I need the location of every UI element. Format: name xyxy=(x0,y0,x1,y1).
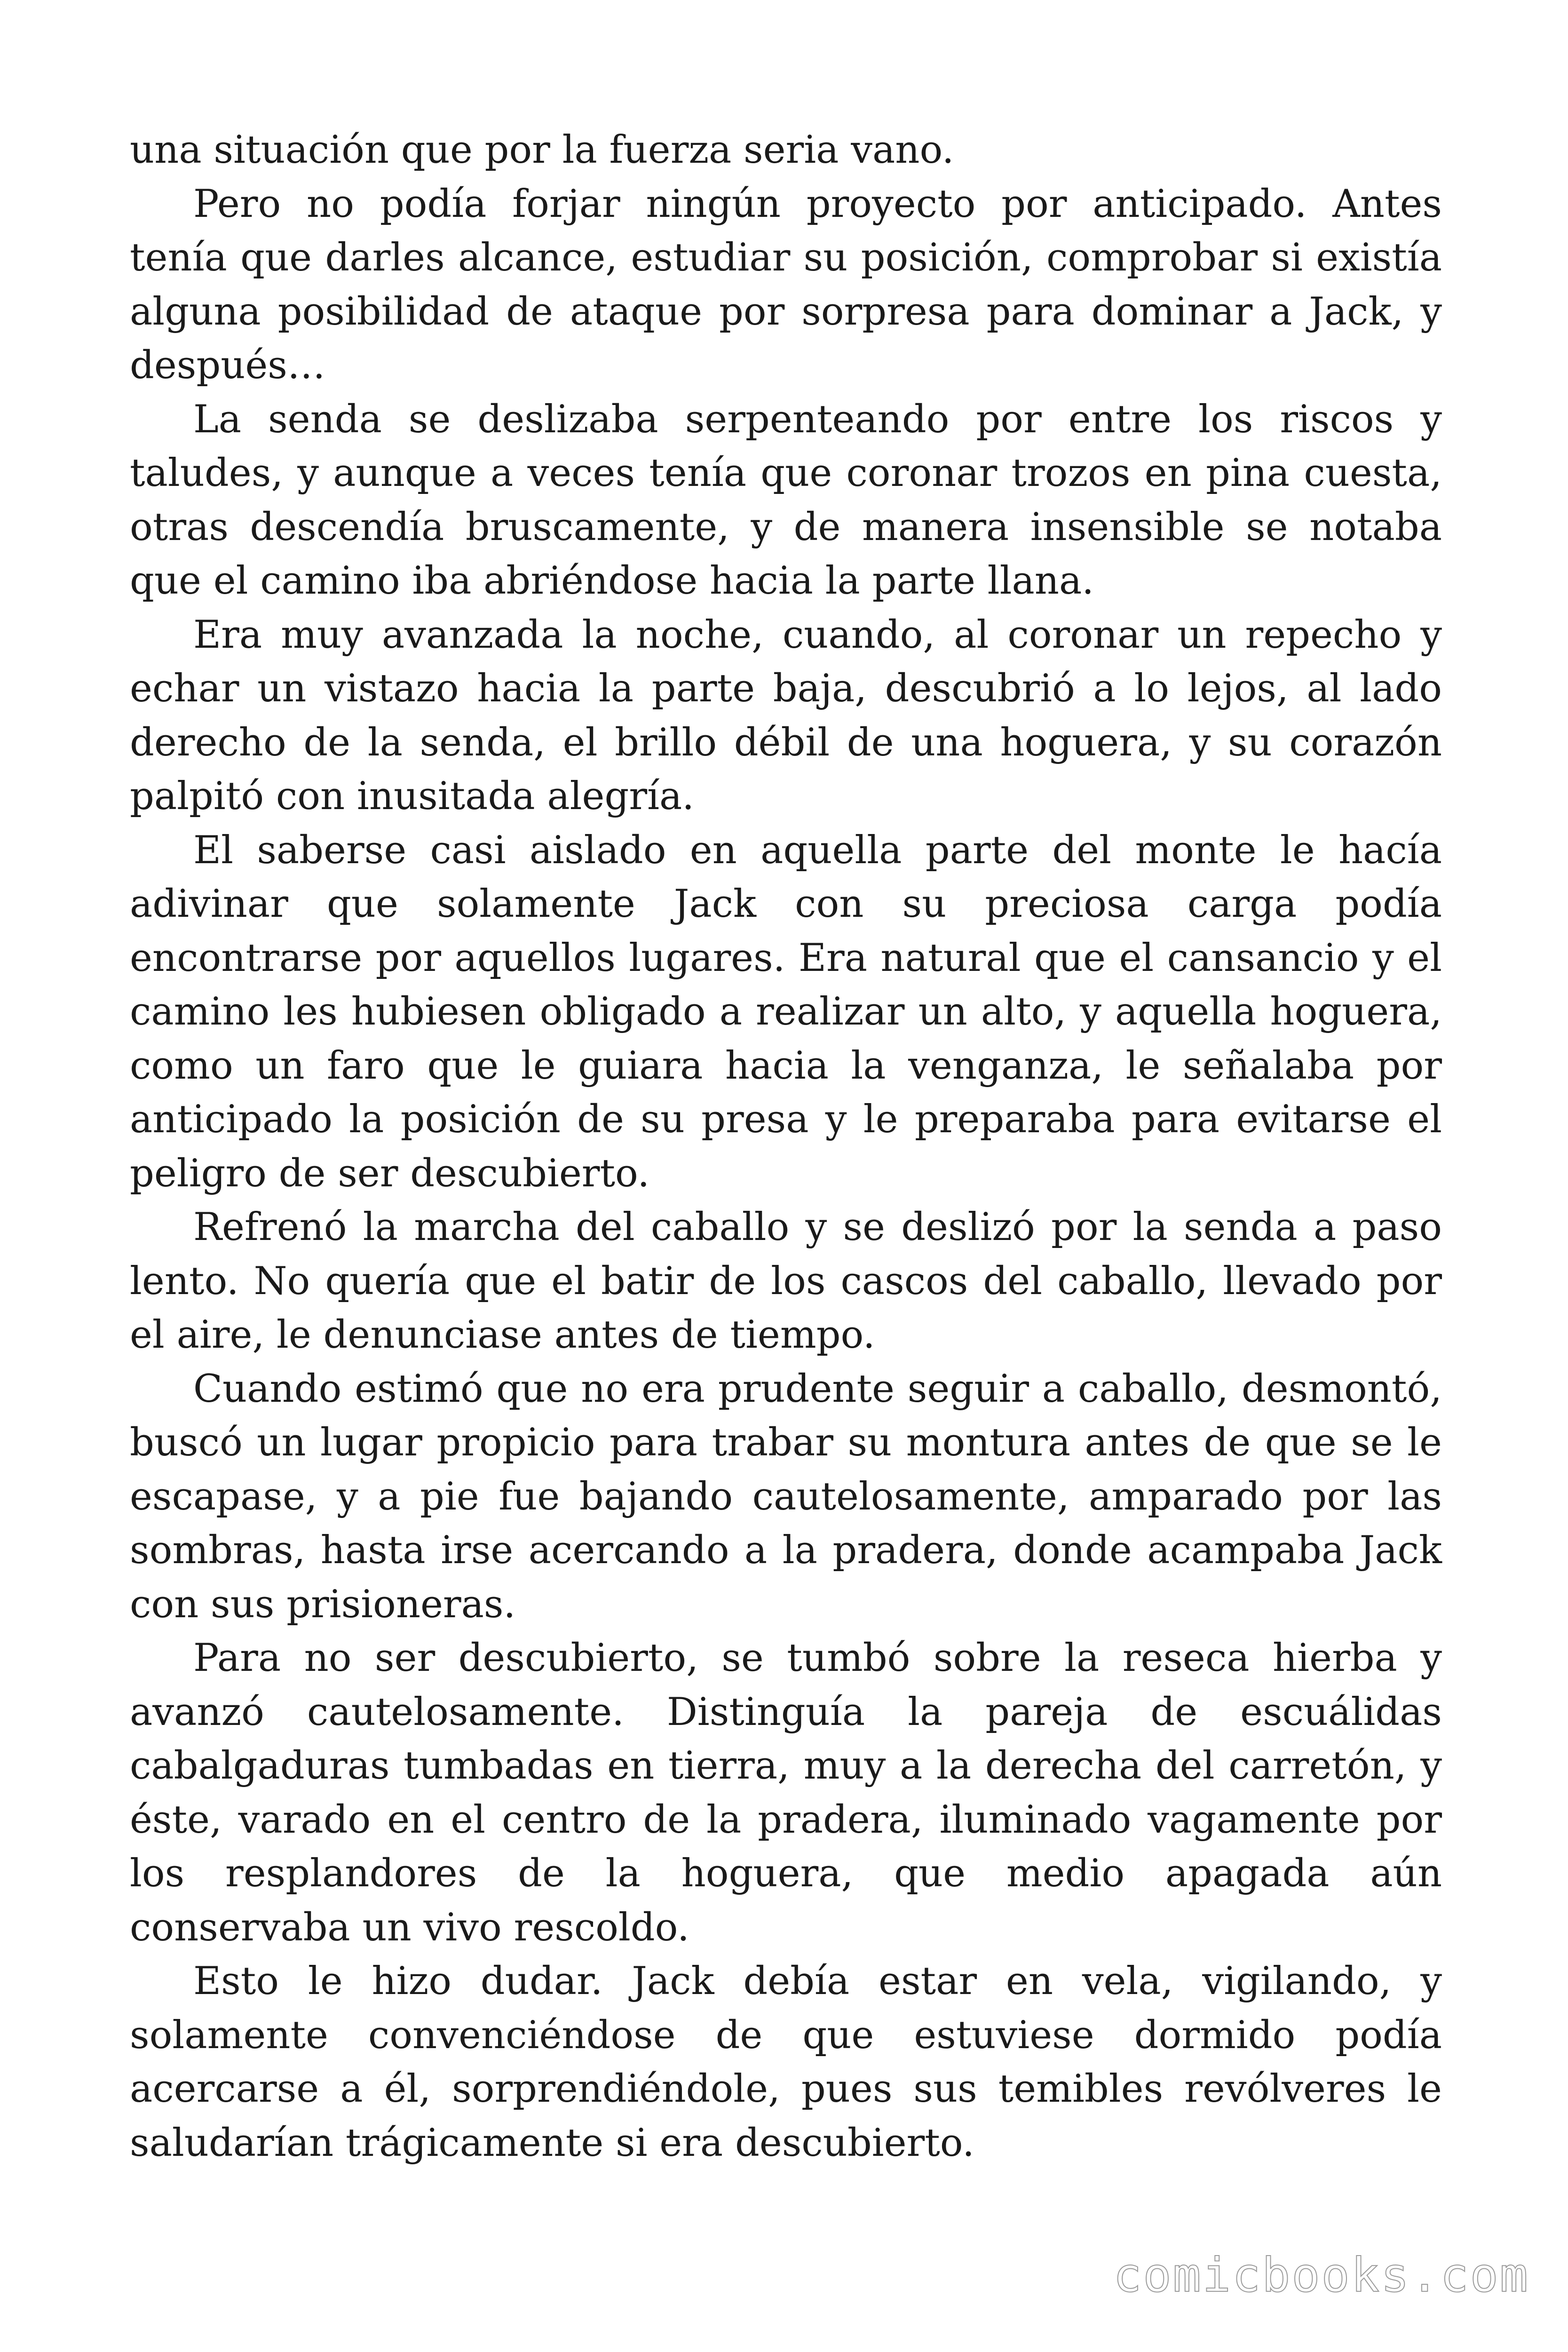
paragraph-9: Esto le hizo dudar. Jack debía estar en vela, vigilando, y solamente convenciéndose de que estuviese dormido podía acercarse a él, sorprendiéndole, pues sus temibles revólveres le saludarían trágicamente si era descubierto. xyxy=(130,1959,1442,2165)
paragraph-1: una situación que por la fuerza seria vano. xyxy=(130,128,954,172)
paragraph-6: Refrenó la marcha del caballo y se deslizó por la senda a paso lento. No quería que el batir de los cascos del caballo, llevado por el aire, le denunciase antes de tiempo. xyxy=(130,1205,1442,1357)
paragraph-3: La senda se deslizaba serpenteando por entre los riscos y taludes, y aunque a veces tenía que coronar trozos en pina cuesta, otras descendía bruscamente, y de manera insensible se notaba que el camino iba abriéndose hacia la parte llana. xyxy=(130,397,1442,603)
paragraph-8: Para no ser descubierto, se tumbó sobre la reseca hierba y avanzó cautelosamente. Distinguía la pareja de escuálidas cabalgaduras tumbadas en tierra, muy a la derecha del carretón, y éste, varado en el centro de la pradera, iluminado vagamente por los resplandores de la hoguera, que medio apagada aún conservaba un vivo rescoldo. xyxy=(130,1636,1442,1950)
paragraph-2: Pero no podía forjar ningún proyecto por anticipado. Antes tenía que darles alcance, estudiar su posición, comprobar si existía alguna posibilidad de ataque por sorpresa para dominar a Jack, y después… xyxy=(130,182,1442,388)
watermark: comicbooks.com xyxy=(1113,2248,1529,2303)
page-body xyxy=(130,123,1442,2170)
paragraph-7: Cuando estimó que no era prudente seguir a caballo, desmontó, buscó un lugar propicio para trabar su montura antes de que se le escapase, y a pie fue bajando cautelosamente, amparado por las sombras, hasta irse acercando a la pradera, donde acampaba Jack con sus prisioneras. xyxy=(130,1367,1442,1627)
paragraph-5: El saberse casi aislado en aquella parte del monte le hacía adivinar que solamente Jack con su preciosa carga podía encontrarse por aquellos lugares. Era natural que el cansancio y el camino les hubiesen obligado a realizar un alto, y aquella hoguera, como un faro que le guiara hacia la venganza, le señalaba por anticipado la posición de su presa y le preparaba para evitarse el peligro de ser descubierto. xyxy=(130,828,1442,1196)
paragraph-4: Era muy avanzada la noche, cuando, al coronar un repecho y echar un vistazo hacia la parte baja, descubrió a lo lejos, al lado derecho de la senda, el brillo débil de una hoguera, y su corazón palpitó con inusitada alegría. xyxy=(130,612,1442,818)
